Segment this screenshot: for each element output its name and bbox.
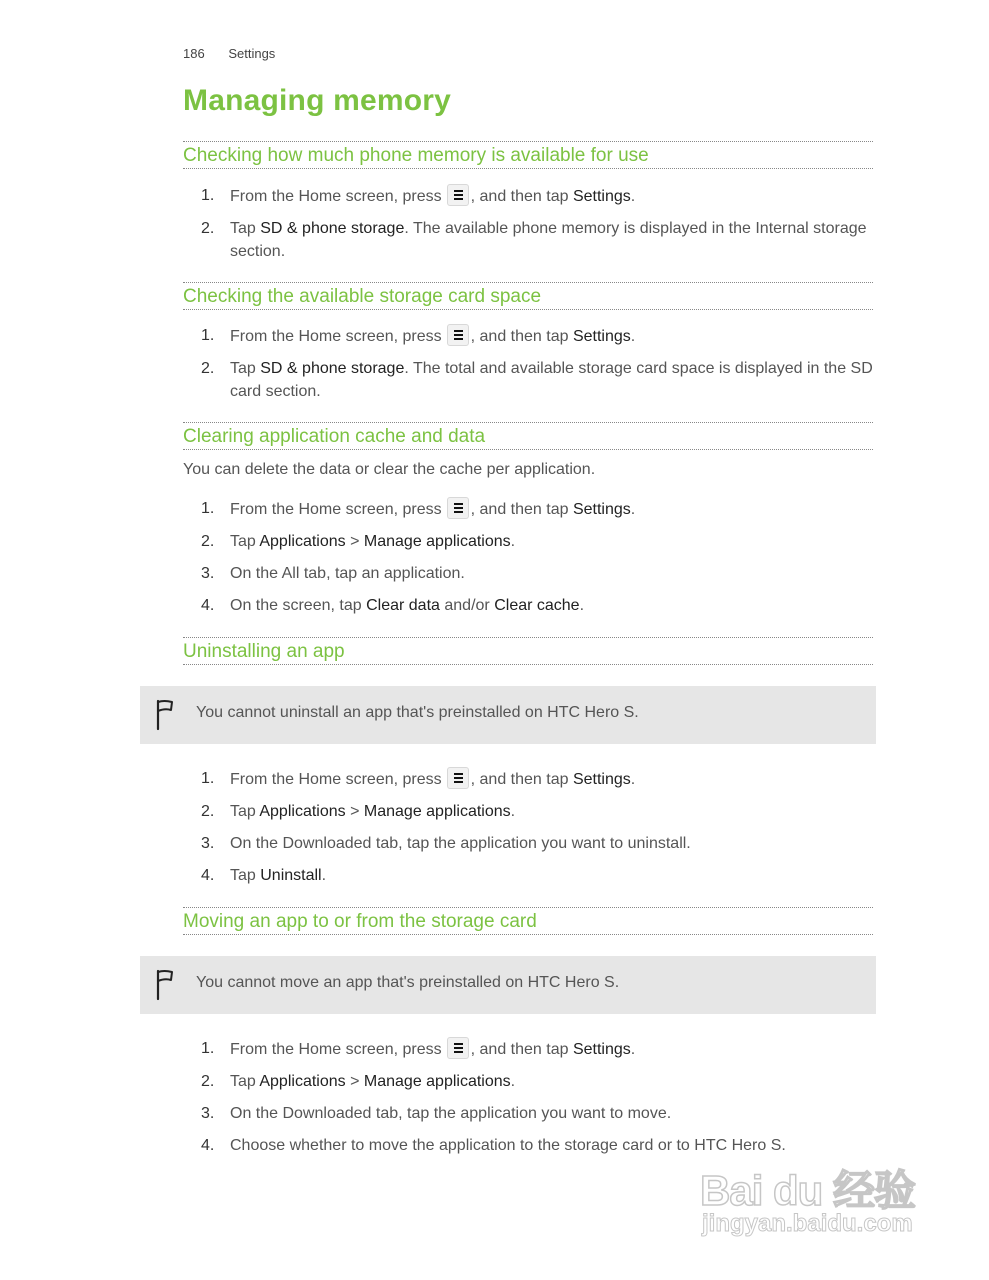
note-text: You cannot move an app that's preinstalled on HTC Hero S. [196, 974, 620, 991]
step-text: Tap [230, 220, 256, 237]
step-text: Tap [230, 867, 256, 884]
step-text: . The total and available storage card space is displayed in the SD card section. [230, 360, 873, 400]
step-text: Choose whether to move the application to the storage card or to HTC Hero S. [230, 1137, 786, 1154]
steps-list [183, 1037, 873, 1166]
list-item [183, 357, 873, 403]
step-text: , and then tap [470, 501, 569, 518]
step-number: 2. [201, 1073, 215, 1090]
step-number: 3. [201, 565, 215, 582]
punctuation: . [579, 597, 585, 614]
flag-icon [154, 698, 176, 732]
step-text: On the Downloaded tab, tap the application you want to move. [230, 1105, 672, 1122]
step-text: On the screen, tap [230, 597, 362, 614]
list-item [183, 497, 873, 521]
list-item [183, 530, 873, 553]
punctuation: . [510, 803, 516, 820]
ui-term: Settings [572, 1041, 631, 1058]
ui-term: Uninstall [260, 867, 322, 884]
step-text: Tap [230, 360, 256, 377]
ui-term: Applications [259, 803, 346, 820]
step-text: , and then tap [470, 1041, 569, 1058]
punctuation: . [321, 867, 327, 884]
ui-term: Clear cache [494, 597, 580, 614]
step-text: Tap [230, 803, 256, 820]
steps-list [183, 767, 873, 896]
section-title: Checking how much phone memory is available for use [183, 145, 649, 166]
page-title: Managing memory [183, 84, 452, 117]
punctuation: . [630, 501, 636, 518]
list-item [183, 217, 873, 263]
separator: > [350, 533, 360, 550]
section-title: Uninstalling an app [183, 641, 345, 662]
list-item [183, 562, 873, 585]
ui-term: Manage applications [363, 1073, 511, 1090]
step-text: and/or [444, 597, 490, 614]
step-number: 1. [201, 1040, 215, 1057]
step-text: From the Home screen, press [230, 328, 442, 345]
separator: > [350, 803, 360, 820]
list-item [183, 800, 873, 823]
section-title: Clearing application cache and data [183, 426, 486, 447]
watermark-logo: Bai du 经验 [700, 1167, 916, 1214]
ui-term: Settings [572, 188, 631, 205]
step-text: , and then tap [470, 188, 569, 205]
section-title: Checking the available storage card space [183, 286, 542, 307]
step-number: 2. [201, 220, 215, 237]
step-number: 1. [201, 327, 215, 344]
menu-icon [447, 497, 469, 519]
ui-term: SD & phone storage [260, 220, 405, 237]
section-title: Moving an app to or from the storage card [183, 911, 537, 932]
list-item [183, 1134, 873, 1157]
list-item [183, 767, 873, 791]
watermark-url: jingyan.baidu.com [702, 1210, 913, 1237]
header-section: Settings [228, 46, 276, 61]
ui-term: Settings [572, 501, 631, 518]
step-number: 2. [201, 533, 215, 550]
list-item [183, 594, 873, 617]
section-heading-storage-card [183, 282, 873, 310]
section-heading-cache [183, 422, 873, 450]
ui-term: SD & phone storage [260, 360, 405, 377]
step-text: On the All tab, tap an application. [230, 565, 465, 582]
step-number: 3. [201, 835, 215, 852]
page-number: 186 [183, 46, 205, 61]
note-box [140, 956, 876, 1014]
menu-icon [447, 324, 469, 346]
separator: > [350, 1073, 360, 1090]
ui-term: Manage applications [363, 803, 511, 820]
watermark [700, 1158, 940, 1248]
punctuation: . [510, 1073, 516, 1090]
punctuation: . [630, 1041, 636, 1058]
list-item [183, 184, 873, 208]
list-item [183, 1037, 873, 1061]
step-number: 4. [201, 867, 215, 884]
step-number: 2. [201, 803, 215, 820]
step-number: 4. [201, 597, 215, 614]
step-text: From the Home screen, press [230, 1041, 442, 1058]
section-intro: You can delete the data or clear the cache per application. [183, 461, 596, 478]
step-text: , and then tap [470, 328, 569, 345]
step-number: 1. [201, 770, 215, 787]
step-number: 4. [201, 1137, 215, 1154]
step-text: On the Downloaded tab, tap the application you want to uninstall. [230, 835, 691, 852]
section-heading-move-app [183, 907, 873, 935]
ui-term: Clear data [366, 597, 440, 614]
ui-term: Settings [572, 771, 631, 788]
ui-term: Applications [259, 533, 346, 550]
step-number: 2. [201, 360, 215, 377]
step-number: 1. [201, 500, 215, 517]
step-text: Tap [230, 1073, 256, 1090]
list-item [183, 864, 873, 887]
list-item [183, 324, 873, 348]
step-text: . The available phone memory is displayed in the Internal storage section. [230, 220, 867, 260]
steps-list [183, 324, 873, 412]
list-item [183, 1102, 873, 1125]
punctuation: . [630, 328, 636, 345]
page-header [183, 46, 295, 61]
menu-icon [447, 767, 469, 789]
steps-list [183, 184, 873, 272]
steps-list [183, 497, 873, 626]
ui-term: Manage applications [363, 533, 511, 550]
punctuation: . [630, 188, 636, 205]
flag-icon [154, 968, 176, 1002]
note-box [140, 686, 876, 744]
list-item [183, 832, 873, 855]
step-number: 1. [201, 187, 215, 204]
ui-term: Settings [572, 328, 631, 345]
punctuation: . [630, 771, 636, 788]
step-text: Tap [230, 533, 256, 550]
step-number: 3. [201, 1105, 215, 1122]
ui-term: Applications [259, 1073, 346, 1090]
step-text: From the Home screen, press [230, 188, 442, 205]
menu-icon [447, 184, 469, 206]
step-text: , and then tap [470, 771, 569, 788]
note-text: You cannot uninstall an app that's preinstalled on HTC Hero S. [196, 704, 639, 721]
section-heading-uninstall [183, 637, 873, 665]
step-text: From the Home screen, press [230, 771, 442, 788]
section-heading-phone-memory [183, 141, 873, 169]
punctuation: . [510, 533, 516, 550]
menu-icon [447, 1037, 469, 1059]
list-item [183, 1070, 873, 1093]
step-text: From the Home screen, press [230, 501, 442, 518]
